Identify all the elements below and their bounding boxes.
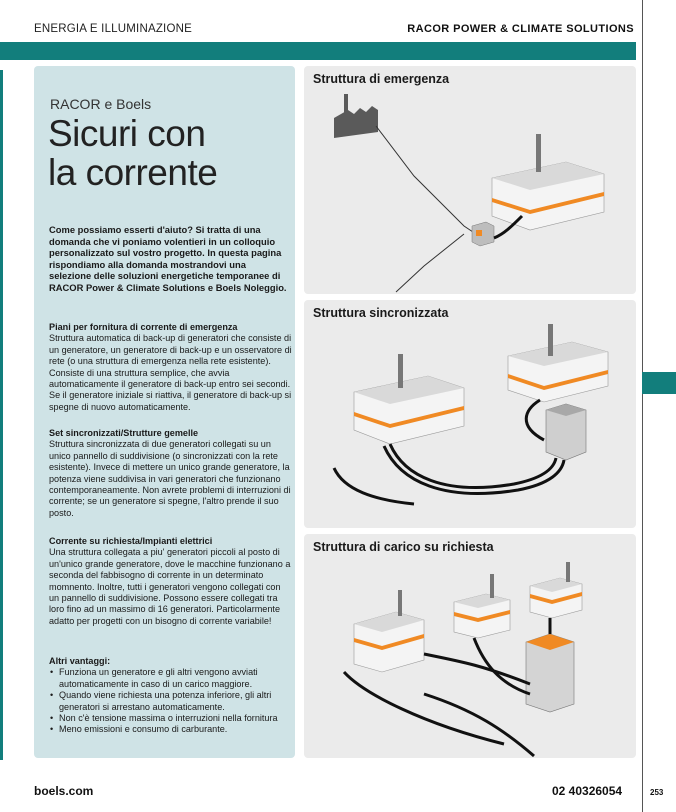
card-title: Struttura di emergenza (313, 72, 450, 86)
generator-icon (354, 590, 424, 672)
section-on-demand (49, 536, 293, 627)
left-edge-mark (0, 70, 3, 760)
title-line-1: Sicuri con (48, 113, 206, 154)
page-number: 253 (650, 788, 664, 797)
generator-icon (454, 574, 510, 638)
section-advantages (49, 656, 293, 736)
article-title (48, 114, 217, 192)
section-label: ENERGIA E ILLUMINAZIONE (34, 23, 192, 35)
page-header (0, 0, 642, 42)
list-item: • Funziona un generatore e gli altri vengono avviati automaticamente in caso di un carico maggiore. (59, 667, 293, 690)
brand-label: RACOR POWER & CLIMATE SOLUTIONS (407, 23, 634, 35)
advantages-list (49, 667, 293, 735)
emergency-illustration (304, 66, 636, 294)
card-title: Struttura sincronizzata (313, 306, 449, 320)
card-emergency (304, 66, 636, 294)
article-kicker: RACOR e Boels (50, 96, 152, 112)
section-heading: Corrente su richiesta/Impianti elettrici (49, 536, 213, 546)
article-panel (34, 66, 295, 758)
card-on-demand (304, 534, 636, 758)
advantages-heading: Altri vantaggi: (49, 656, 111, 666)
section-body: Una struttura collegata a piu' generatori piccoli al posto di un'unico grande generatore, dove le macchine funzionano a seconda del fabbisogno di corrente in un determinato momnento. Inoltre, tutti i generatori vengono collegati con un pannello di suddivisione. Possono essere collegati tra loro fino ad un massimo di 16 generatori. Particolarmente adatto per progetti con un bisogno di corrente variabile! (49, 547, 291, 626)
chapter-tab (642, 372, 676, 394)
list-item: • Meno emissioni e consumo di carburante. (59, 724, 293, 735)
list-item: • Quando viene richiesta una potenza inferiore, gli altri generatori si arrestano automaticamente. (59, 690, 293, 713)
footer-phone: 02 40326054 (552, 784, 623, 798)
section-emergency (49, 322, 293, 413)
synchronized-illustration (304, 300, 636, 528)
header-bar (0, 42, 636, 60)
list-item: • Non c'è tensione massima o interruzioni nella fornitura (59, 713, 293, 724)
switch-panel-icon (472, 222, 494, 246)
section-heading: Set sincronizzati/Strutture gemelle (49, 428, 199, 438)
article-intro: Come possiamo esserti d'aiuto? Si tratta di una domanda che vi poniamo volentieri in un colloquio personalizzato sul vostro progetto. In questa pagina rispondiamo alla domanda mostrandovi una selezione delle soluzioni energetiche temporanee di RACOR Power & Climate Solutions e Boels Noleggio. (49, 224, 287, 293)
page-edge-rule (642, 0, 643, 812)
card-title: Struttura di carico su richiesta (313, 540, 494, 554)
section-synchronized (49, 428, 293, 519)
section-body: Struttura sincronizzata di due generatori collegati su un unico pannello di suddivisione (o sincronizzati con la rete esistente). Invece di mettere un unico grande generatore, la potenza viene suddivisa in vari generatori che funzionano contemporaneamente. Non avrete problemi di interruzioni di corrente; se un generatore si spegne, l'altro prende il suo posto. (49, 439, 291, 518)
generator-icon (492, 134, 604, 230)
section-heading: Piani per fornitura di corrente di emergenza (49, 322, 238, 332)
card-synchronized (304, 300, 636, 528)
switch-panel-icon (546, 404, 586, 460)
generator-icon (530, 562, 582, 618)
section-body: Struttura automatica di back-up di generatori che consiste di un generatore, un generatore di back-up e un osservatore di rete (o una struttura di emergenza nella rete esistente). Consiste di una struttura semplice, che avvia automaticamente il generatore di back-up entro sei secondi. Se il generatore iniziale si riattiva, il generatore di back-up si spegne di nuovo automaticamente. (49, 333, 292, 412)
footer-url[interactable]: boels.com (34, 784, 94, 798)
generator-icon (354, 354, 464, 444)
on-demand-illustration (304, 534, 636, 758)
factory-icon (334, 94, 378, 138)
generator-icon (508, 324, 608, 402)
switch-panel-icon (526, 634, 574, 712)
title-line-2: la corrente (48, 152, 218, 193)
